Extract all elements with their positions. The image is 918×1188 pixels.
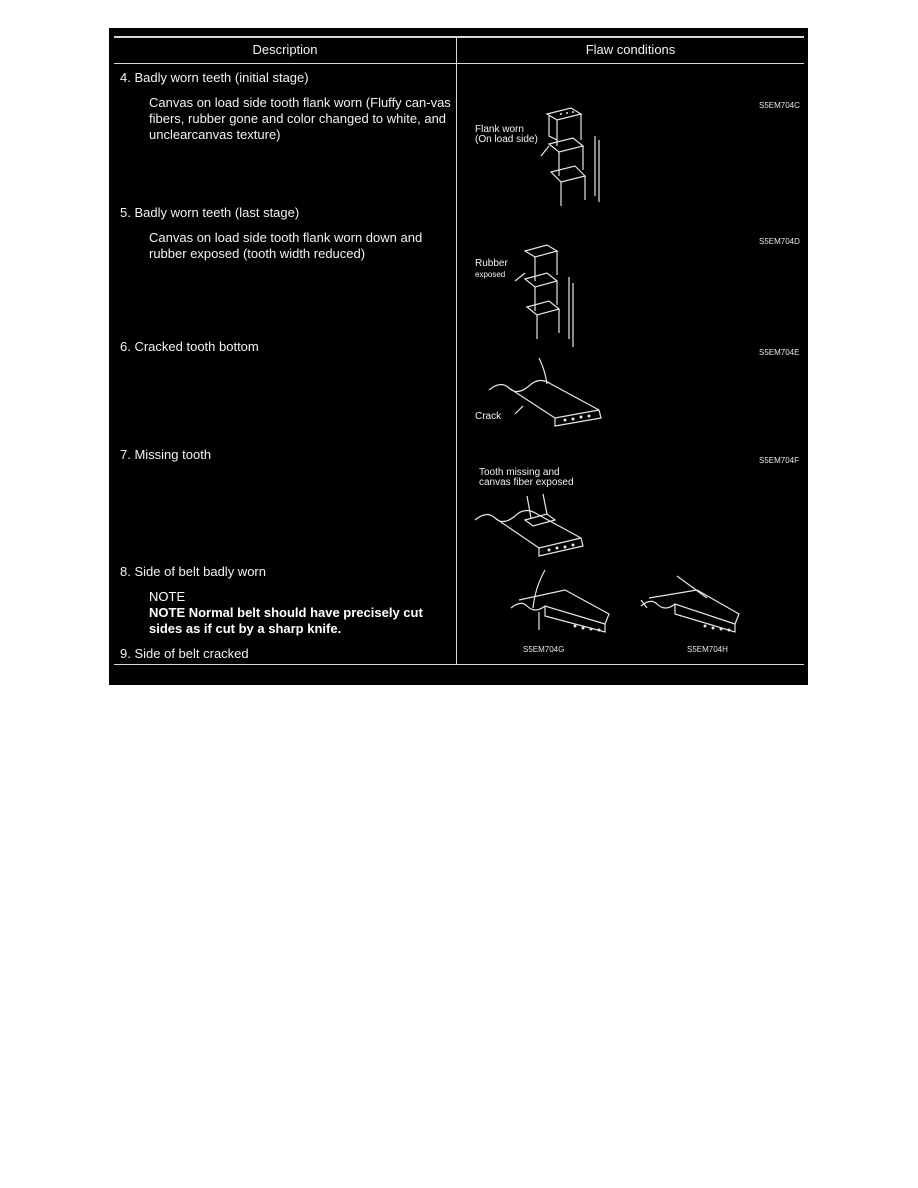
cracked-belt-side-icon xyxy=(637,574,747,640)
item-title: 6. Cracked tooth bottom xyxy=(120,339,259,354)
flaw-table xyxy=(109,28,808,685)
figure-callout: Rubber xyxy=(475,258,508,269)
figure-code: S5EM704D xyxy=(759,237,800,246)
note-heading: NOTE xyxy=(149,589,186,604)
worn-belt-teeth-icon xyxy=(537,106,607,216)
figure-code: S5EM704E xyxy=(759,348,800,357)
note-body: NOTE Normal belt should have precisely cut sides as if cut by a sharp knife. xyxy=(149,605,423,636)
figure-callout: (On load side) xyxy=(475,134,538,145)
table-top-rule xyxy=(114,36,804,38)
worn-belt-side-icon xyxy=(505,568,615,638)
item-title: 9. Side of belt cracked xyxy=(120,646,249,661)
item-body: Canvas on load side tooth flank worn down and rubber exposed (tooth width reduced) xyxy=(149,230,423,261)
figure-code: S5EM704F xyxy=(759,456,800,465)
figure-callout: exposed xyxy=(475,270,506,279)
item-title: 5. Badly worn teeth (last stage) xyxy=(120,205,300,220)
item-body: Canvas on load side tooth flank worn (Fluffy can-vas fibers, rubber gone and color changed to white, and unclearcanvas texture) xyxy=(149,95,451,142)
cracked-belt-icon xyxy=(479,354,609,428)
exposed-rubber-belt-icon xyxy=(511,243,581,353)
table-bottom-rule xyxy=(114,664,804,665)
item-title: 8. Side of belt badly worn xyxy=(120,564,266,579)
figure-callout: Crack xyxy=(475,411,502,422)
header-bottom-rule xyxy=(114,63,804,64)
item-title: 7. Missing tooth xyxy=(120,447,212,462)
figure-code: S5EM704H xyxy=(687,645,728,654)
header-flaw-conditions: Flaw conditions xyxy=(585,42,676,57)
figure-callout: canvas fiber exposed xyxy=(479,477,574,488)
header-description: Description xyxy=(252,42,318,57)
figure-callout: Tooth missing and xyxy=(479,467,560,478)
column-divider xyxy=(456,36,457,665)
figure-callout: Flank worn xyxy=(475,124,524,135)
missing-tooth-belt-icon xyxy=(469,490,589,560)
figure-code: S5EM704G xyxy=(523,645,565,654)
figure-code: S5EM704C xyxy=(759,101,800,110)
item-title: 4. Badly worn teeth (initial stage) xyxy=(120,70,309,85)
